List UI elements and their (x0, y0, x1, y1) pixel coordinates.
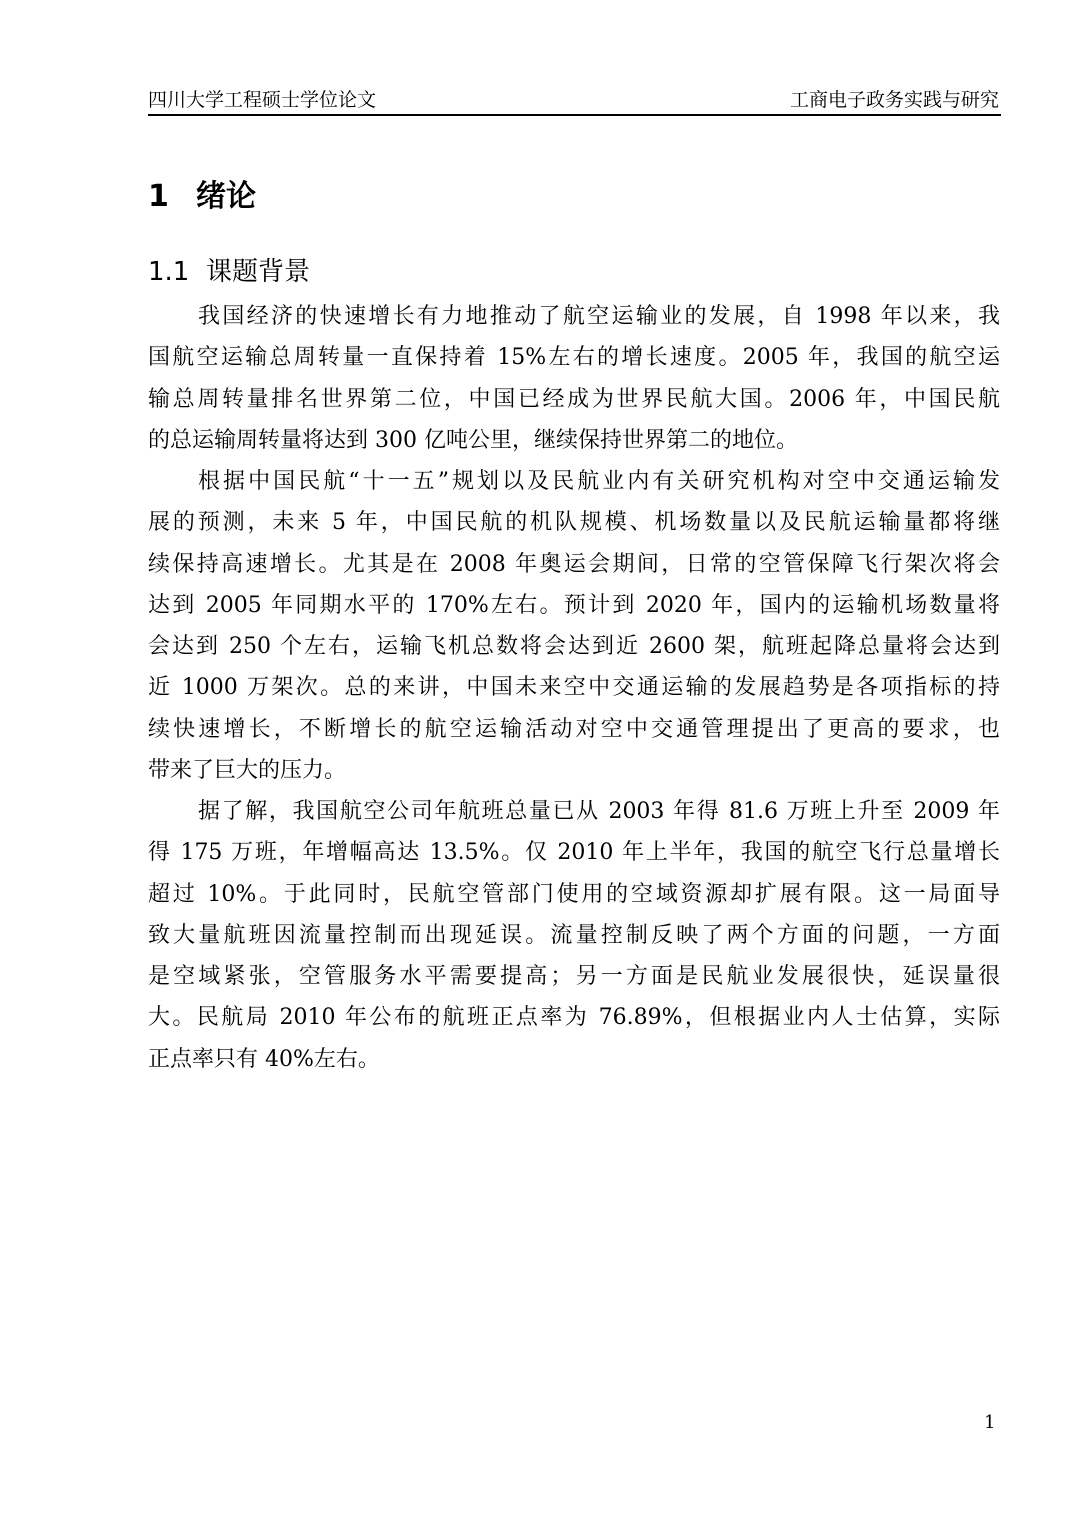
paragraph-3-line: 致大量航班因流量控制而出现延误。流量控制反映了两个方面的问题，一方面 (148, 922, 1000, 948)
paragraph-1-line: 国航空运输总周转量一直保持着 15%左右的增长速度。2005 年，我国的航空运 (148, 345, 1000, 371)
paragraph-3-line: 得 175 万班，年增幅高达 13.5%。仅 2010 年上半年，我国的航空飞行总量增长 (148, 840, 1000, 866)
chapter-heading (148, 174, 256, 220)
paragraph-1-line: 的总运输周转量将达到 300 亿吨公里，继续保持世界第二的地位。 (148, 427, 798, 453)
section-title: 课题背景 (206, 257, 311, 287)
chapter-title: 绪论 (196, 179, 256, 214)
paragraph-3-line: 超过 10%。于此同时，民航空管部门使用的空域资源却扩展有限。这一局面导 (148, 881, 1000, 907)
section-number: 1.1 (148, 257, 190, 287)
paragraph-3-line: 大。民航局 2010 年公布的航班正点率为 76.89%，但根据业内人士估算，实际 (148, 1005, 1000, 1031)
paragraph-2-line: 近 1000 万架次。总的来讲，中国未来空中交通运输的发展趋势是各项指标的持 (148, 675, 1000, 701)
paragraph-2-line: 带来了巨大的压力。 (148, 757, 347, 783)
paragraph-2-line: 续保持高速增长。尤其是在 2008 年奥运会期间，日常的空管保障飞行架次将会 (148, 551, 1000, 577)
header-topic-title: 工商电子政务实践与研究 (789, 89, 999, 111)
page-header (148, 88, 1001, 116)
body-text (148, 296, 1000, 1080)
paragraph-2-line: 达到 2005 年同期水平的 170%左右。预计到 2020 年，国内的运输机场数量将 (148, 592, 1000, 618)
header-thesis-title: 四川大学工程硕士学位论文 (148, 89, 377, 111)
paragraph-2-line: 展的预测，未来 5 年，中国民航的机队规模、机场数量以及民航运输量都将继 (148, 510, 1000, 536)
section-heading (148, 250, 310, 294)
chapter-number: 1 (148, 179, 169, 214)
paragraph-2-line: 会达到 250 个左右，运输飞机总数将会达到近 2600 架，航班起降总量将会达到 (148, 634, 1000, 659)
paragraph-1-line: 输总周转量排名世界第二位，中国已经成为世界民航大国。2006 年，中国民航 (148, 386, 1000, 412)
paragraph-2-line: 根据中国民航“十一五”规划以及民航业内有关研究机构对空中交通运输发 (198, 469, 1000, 494)
paragraph-2-line: 续快速增长，不断增长的航空运输活动对空中交通管理提出了更高的要求，也 (148, 716, 1000, 742)
page-number: 1 (984, 1412, 996, 1433)
paragraph-1-line: 我国经济的快速增长有力地推动了航空运输业的发展，自 1998 年以来，我 (198, 304, 1000, 329)
paragraph-3-line: 据了解，我国航空公司年航班总量已从 2003 年得 81.6 万班上升至 2009 年 (198, 799, 1000, 824)
paragraph-3-line: 正点率只有 40%左右。 (148, 1046, 380, 1072)
paragraph-3-line: 是空域紧张，空管服务水平需要提高；另一方面是民航业发展很快，延误量很 (148, 964, 1000, 989)
